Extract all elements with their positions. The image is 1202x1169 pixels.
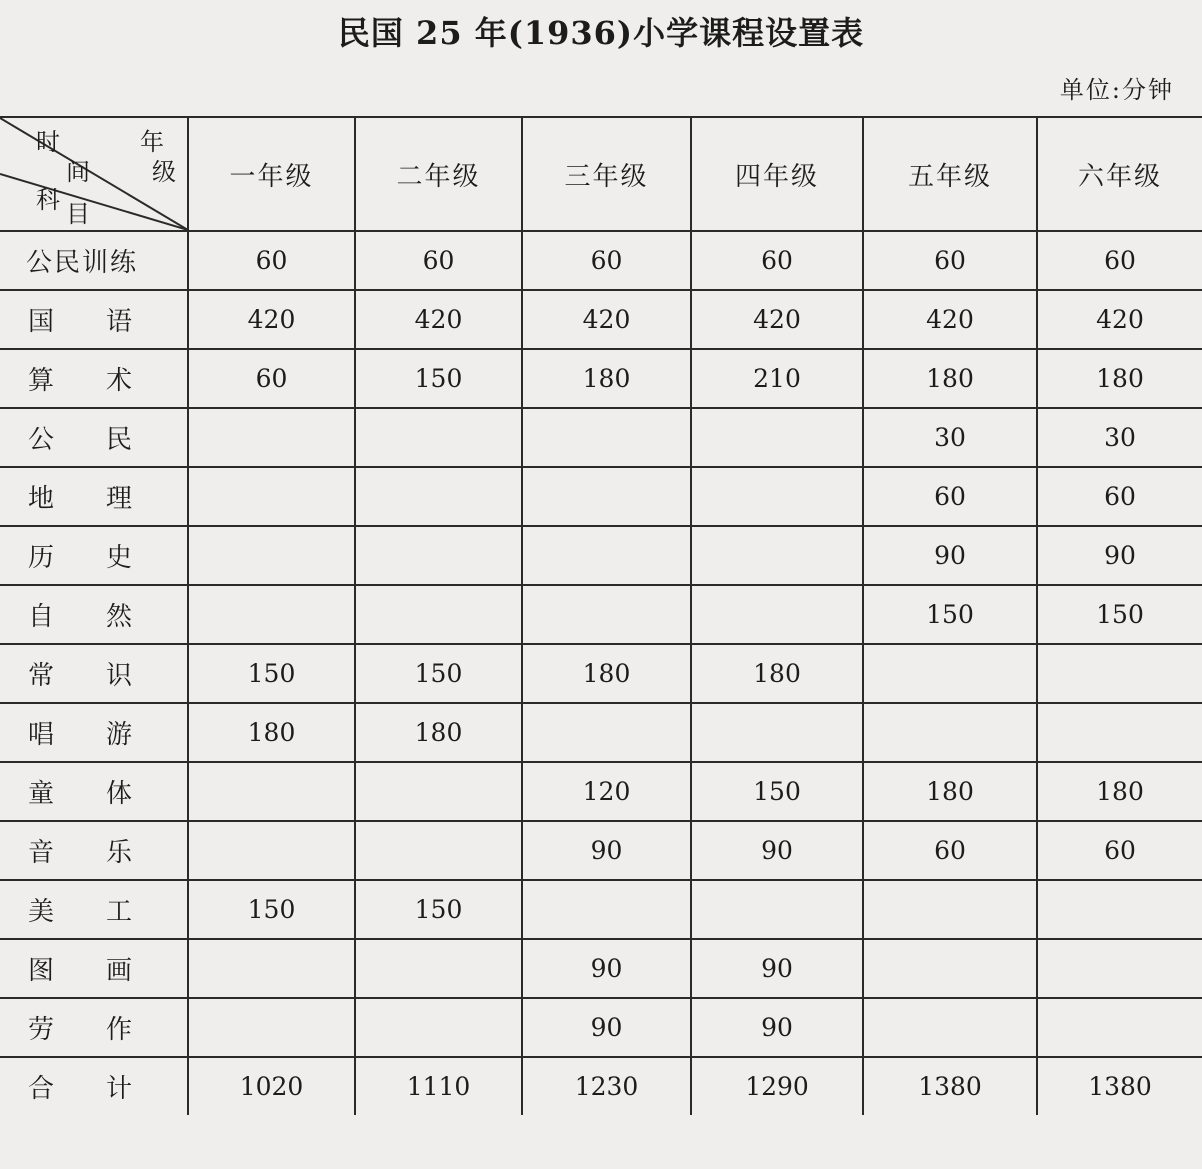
header-row bbox=[0, 117, 1202, 231]
grade-header-6: 六年级 bbox=[1037, 117, 1202, 231]
corner-header bbox=[0, 117, 188, 231]
minutes-cell bbox=[863, 939, 1037, 998]
minutes-cell bbox=[188, 408, 355, 467]
minutes-cell: 420 bbox=[522, 290, 691, 349]
minutes-cell: 420 bbox=[1037, 290, 1202, 349]
minutes-cell: 1110 bbox=[355, 1057, 522, 1115]
minutes-cell bbox=[522, 408, 691, 467]
minutes-cell: 180 bbox=[1037, 349, 1202, 408]
minutes-cell: 180 bbox=[1037, 762, 1202, 821]
table-row bbox=[0, 467, 1202, 526]
minutes-cell: 180 bbox=[863, 349, 1037, 408]
table-row bbox=[0, 408, 1202, 467]
table-row bbox=[0, 703, 1202, 762]
table-row bbox=[0, 821, 1202, 880]
minutes-cell: 90 bbox=[691, 939, 863, 998]
minutes-cell: 90 bbox=[691, 821, 863, 880]
table-title: 民国 25 年(1936)小学课程设置表 bbox=[337, 14, 865, 52]
minutes-cell bbox=[355, 821, 522, 880]
minutes-cell: 180 bbox=[522, 349, 691, 408]
minutes-cell: 90 bbox=[863, 526, 1037, 585]
minutes-cell bbox=[522, 880, 691, 939]
corner-grade-1: 年 bbox=[140, 128, 166, 156]
subject-cell: 地理 bbox=[0, 467, 188, 526]
table-row bbox=[0, 585, 1202, 644]
table-row bbox=[0, 939, 1202, 998]
corner-grade-2: 级 bbox=[152, 158, 178, 186]
subject-cell: 算术 bbox=[0, 349, 188, 408]
subject-cell: 音乐 bbox=[0, 821, 188, 880]
minutes-cell: 60 bbox=[1037, 467, 1202, 526]
minutes-cell bbox=[188, 821, 355, 880]
minutes-cell: 60 bbox=[863, 821, 1037, 880]
minutes-cell bbox=[188, 939, 355, 998]
minutes-cell: 120 bbox=[522, 762, 691, 821]
minutes-cell: 60 bbox=[188, 231, 355, 290]
minutes-cell: 1230 bbox=[522, 1057, 691, 1115]
minutes-cell: 420 bbox=[355, 290, 522, 349]
minutes-cell: 60 bbox=[188, 349, 355, 408]
grade-header-1: 一年级 bbox=[188, 117, 355, 231]
table-row bbox=[0, 290, 1202, 349]
minutes-cell: 420 bbox=[863, 290, 1037, 349]
minutes-cell bbox=[691, 585, 863, 644]
minutes-cell bbox=[355, 467, 522, 526]
minutes-cell bbox=[355, 998, 522, 1057]
minutes-cell: 90 bbox=[522, 939, 691, 998]
subject-cell: 国语 bbox=[0, 290, 188, 349]
grade-header-2: 二年级 bbox=[355, 117, 522, 231]
table-row bbox=[0, 231, 1202, 290]
minutes-cell bbox=[355, 408, 522, 467]
grade-header-5: 五年级 bbox=[863, 117, 1037, 231]
minutes-cell: 90 bbox=[522, 821, 691, 880]
subject-cell: 劳作 bbox=[0, 998, 188, 1057]
minutes-cell bbox=[355, 526, 522, 585]
minutes-cell: 30 bbox=[863, 408, 1037, 467]
minutes-cell bbox=[1037, 703, 1202, 762]
minutes-cell: 90 bbox=[691, 998, 863, 1057]
minutes-cell: 420 bbox=[188, 290, 355, 349]
minutes-cell bbox=[188, 762, 355, 821]
minutes-cell: 60 bbox=[522, 231, 691, 290]
subject-cell: 公民 bbox=[0, 408, 188, 467]
corner-subject-2: 目 bbox=[66, 200, 92, 228]
minutes-cell: 150 bbox=[188, 880, 355, 939]
minutes-cell bbox=[863, 998, 1037, 1057]
minutes-cell: 1020 bbox=[188, 1057, 355, 1115]
unit-label: 单位:分钟 bbox=[1059, 76, 1174, 104]
minutes-cell: 150 bbox=[1037, 585, 1202, 644]
curriculum-table bbox=[0, 116, 1202, 1115]
corner-time-2: 间 bbox=[66, 158, 92, 186]
table-body bbox=[0, 231, 1202, 1115]
table-row bbox=[0, 880, 1202, 939]
minutes-cell: 60 bbox=[691, 231, 863, 290]
subject-cell: 唱游 bbox=[0, 703, 188, 762]
minutes-cell: 90 bbox=[1037, 526, 1202, 585]
grade-header-4: 四年级 bbox=[691, 117, 863, 231]
minutes-cell bbox=[863, 644, 1037, 703]
minutes-cell: 1380 bbox=[863, 1057, 1037, 1115]
subject-cell: 美工 bbox=[0, 880, 188, 939]
minutes-cell: 60 bbox=[355, 231, 522, 290]
minutes-cell bbox=[522, 585, 691, 644]
minutes-cell: 90 bbox=[522, 998, 691, 1057]
minutes-cell: 150 bbox=[691, 762, 863, 821]
minutes-cell: 150 bbox=[355, 880, 522, 939]
minutes-cell bbox=[522, 526, 691, 585]
subject-cell: 童体 bbox=[0, 762, 188, 821]
subject-cell: 图画 bbox=[0, 939, 188, 998]
minutes-cell: 60 bbox=[863, 231, 1037, 290]
minutes-cell: 180 bbox=[863, 762, 1037, 821]
minutes-cell: 150 bbox=[355, 349, 522, 408]
minutes-cell bbox=[1037, 644, 1202, 703]
minutes-cell: 180 bbox=[691, 644, 863, 703]
minutes-cell bbox=[188, 526, 355, 585]
table-row bbox=[0, 762, 1202, 821]
minutes-cell bbox=[863, 703, 1037, 762]
minutes-cell bbox=[522, 703, 691, 762]
minutes-cell: 150 bbox=[863, 585, 1037, 644]
minutes-cell: 180 bbox=[522, 644, 691, 703]
subject-cell: 公民训练 bbox=[0, 231, 188, 290]
corner-time-1: 时 bbox=[36, 128, 62, 156]
minutes-cell bbox=[1037, 880, 1202, 939]
minutes-cell bbox=[691, 408, 863, 467]
minutes-cell bbox=[1037, 998, 1202, 1057]
minutes-cell bbox=[188, 585, 355, 644]
minutes-cell: 180 bbox=[355, 703, 522, 762]
table-row bbox=[0, 349, 1202, 408]
minutes-cell bbox=[1037, 939, 1202, 998]
minutes-cell: 1290 bbox=[691, 1057, 863, 1115]
minutes-cell bbox=[691, 526, 863, 585]
minutes-cell: 150 bbox=[355, 644, 522, 703]
minutes-cell: 180 bbox=[188, 703, 355, 762]
minutes-cell bbox=[355, 585, 522, 644]
table-row bbox=[0, 998, 1202, 1057]
table-row bbox=[0, 644, 1202, 703]
corner-subject-1: 科 bbox=[36, 186, 62, 214]
minutes-cell bbox=[863, 880, 1037, 939]
minutes-cell: 60 bbox=[1037, 821, 1202, 880]
minutes-cell bbox=[691, 703, 863, 762]
minutes-cell: 30 bbox=[1037, 408, 1202, 467]
minutes-cell bbox=[188, 467, 355, 526]
minutes-cell bbox=[355, 762, 522, 821]
minutes-cell: 210 bbox=[691, 349, 863, 408]
minutes-cell: 1380 bbox=[1037, 1057, 1202, 1115]
minutes-cell bbox=[691, 880, 863, 939]
minutes-cell: 60 bbox=[1037, 231, 1202, 290]
minutes-cell bbox=[355, 939, 522, 998]
subject-cell: 历史 bbox=[0, 526, 188, 585]
minutes-cell: 150 bbox=[188, 644, 355, 703]
minutes-cell: 60 bbox=[863, 467, 1037, 526]
table-row bbox=[0, 1057, 1202, 1115]
minutes-cell bbox=[691, 467, 863, 526]
subject-cell: 自然 bbox=[0, 585, 188, 644]
grade-header-3: 三年级 bbox=[522, 117, 691, 231]
minutes-cell bbox=[188, 998, 355, 1057]
subject-cell: 合计 bbox=[0, 1057, 188, 1115]
minutes-cell bbox=[522, 467, 691, 526]
table-row bbox=[0, 526, 1202, 585]
minutes-cell: 420 bbox=[691, 290, 863, 349]
subject-cell: 常识 bbox=[0, 644, 188, 703]
